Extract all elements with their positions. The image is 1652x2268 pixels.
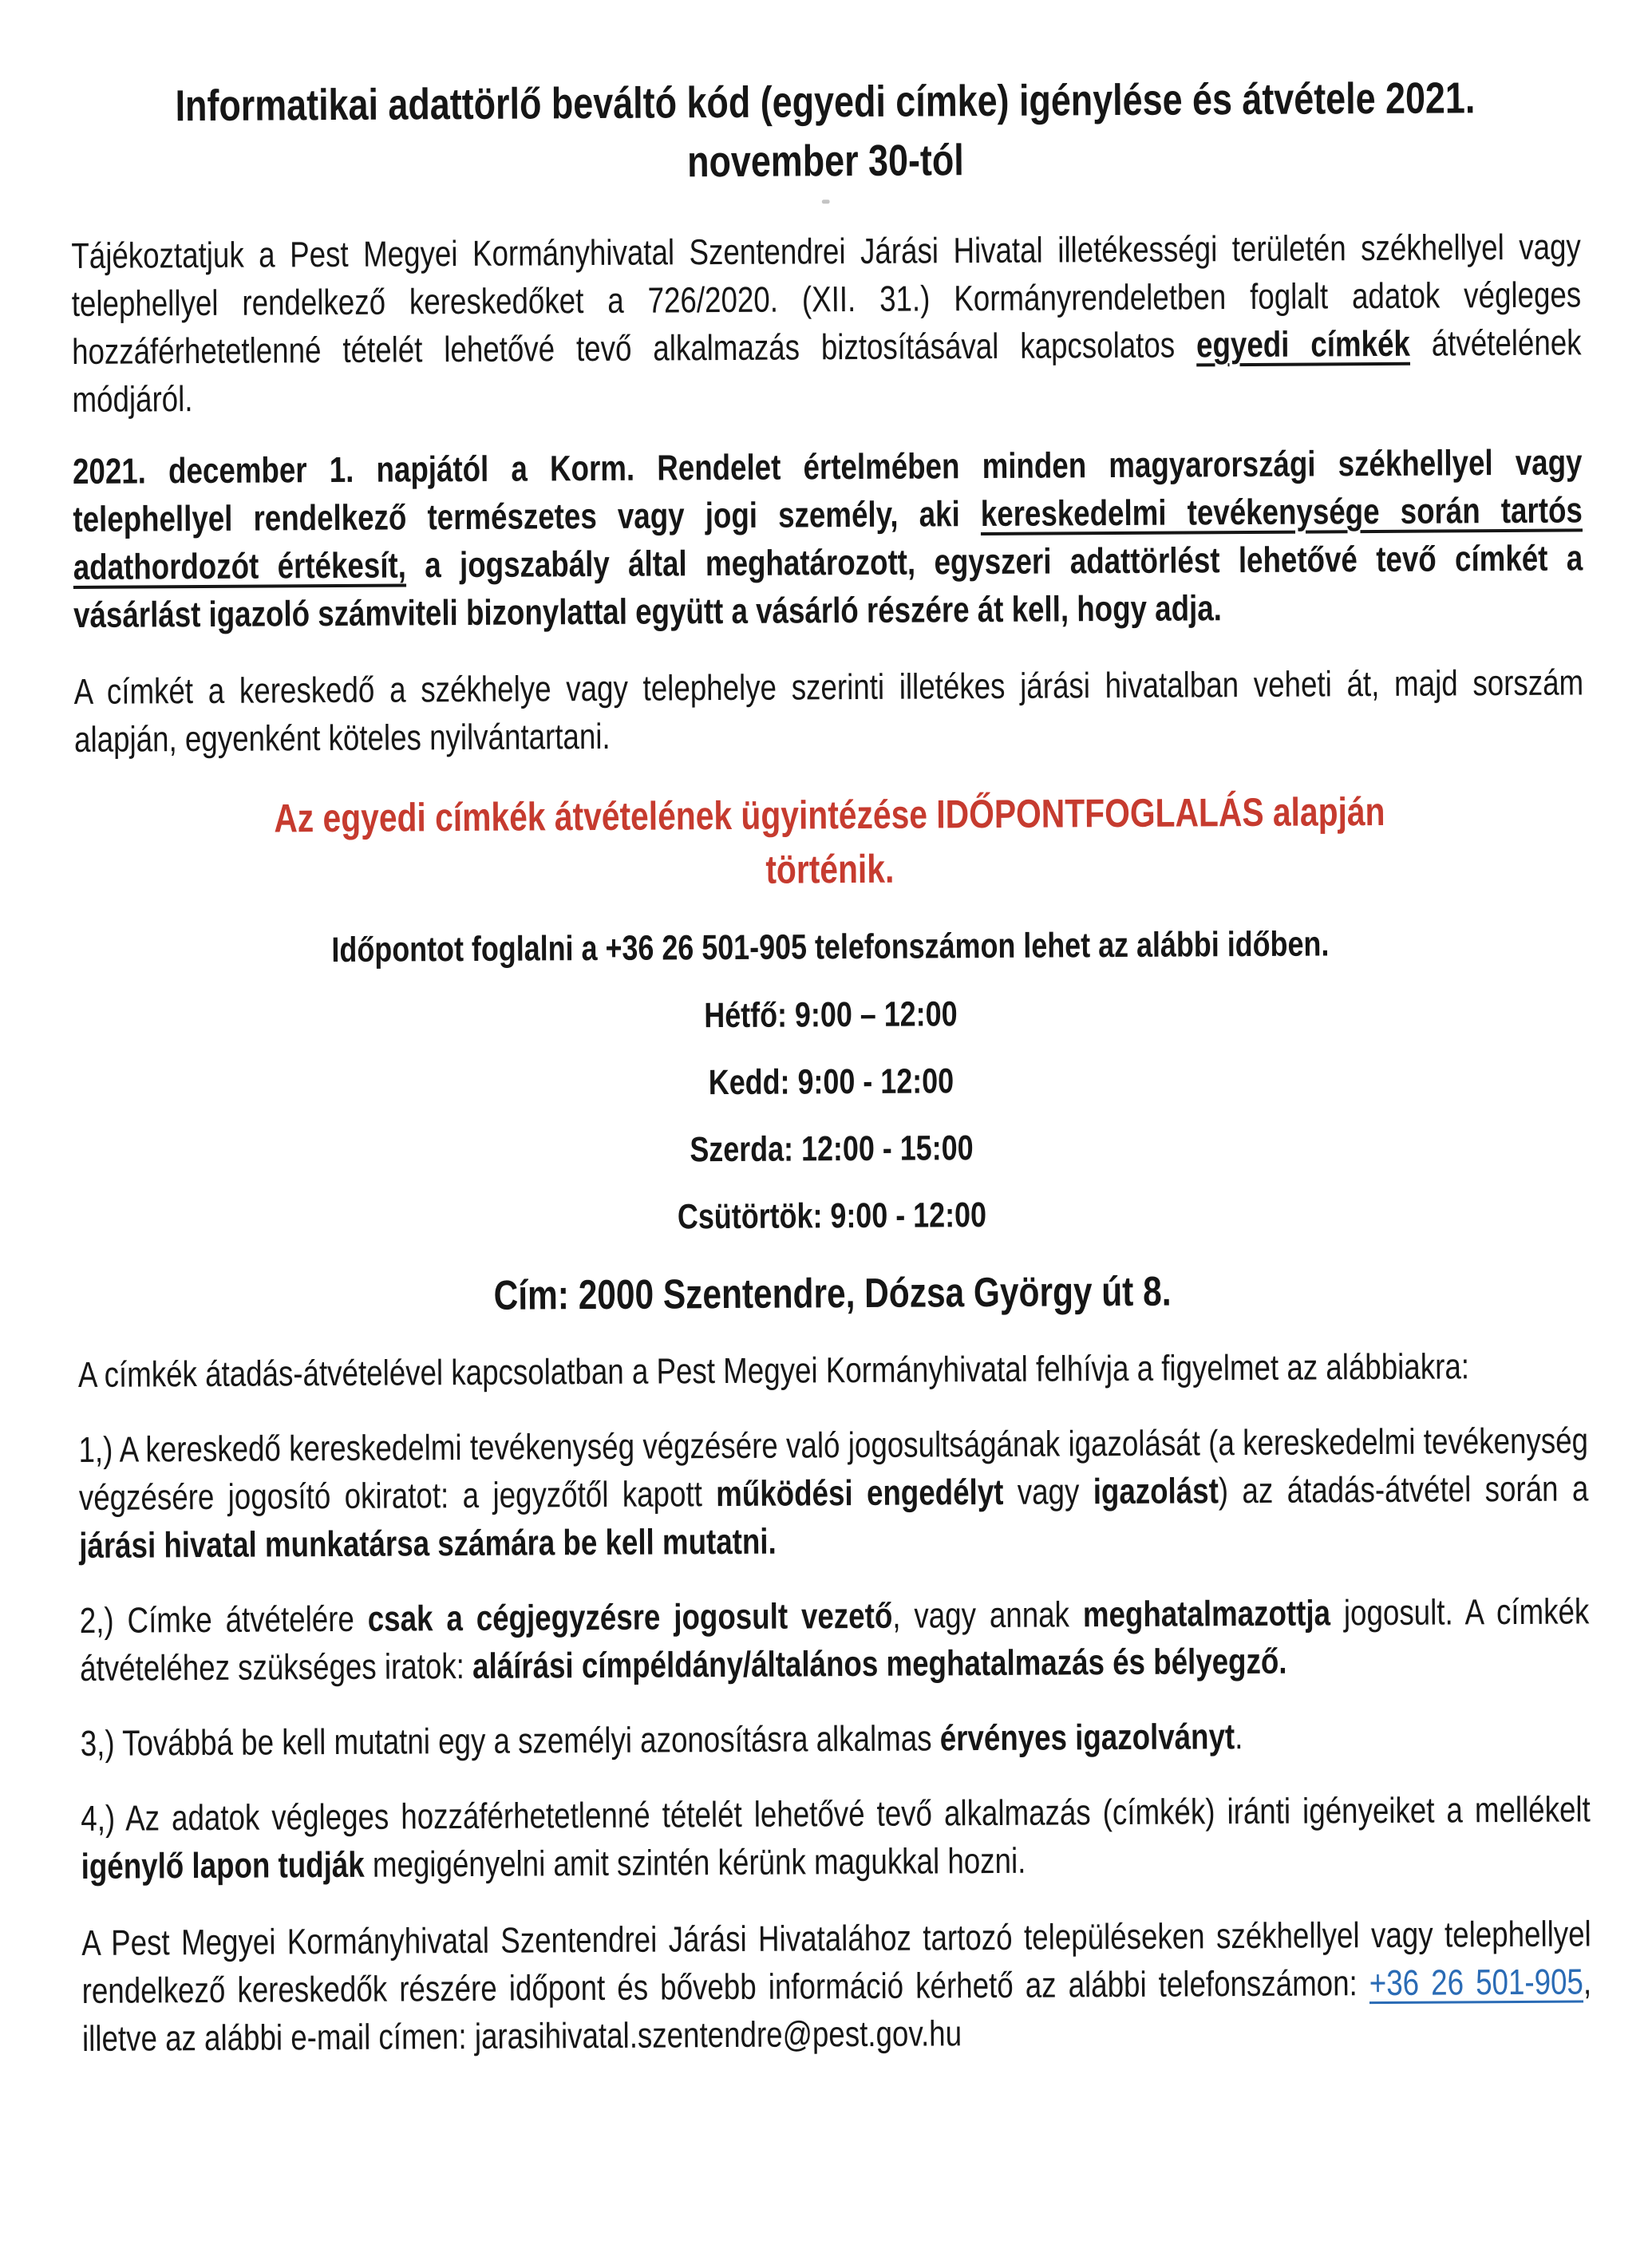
phone-link[interactable]: +36 26 501-905 [1369,1961,1584,2004]
regulation-paragraph [73,438,1583,639]
schedule-wednesday: Szerda: 12:00 - 15:00 [690,1128,974,1170]
text-segment: 2,) Címke átvételére [79,1598,368,1641]
attention-paragraph [78,1341,1588,1399]
text-segment: igazolást [1093,1470,1219,1512]
text-segment: vagy [1003,1471,1093,1512]
scan-artifact [822,200,830,203]
text-segment: aláírási címpéldány/általános meghatalmazás és bélyegző. [472,1640,1287,1686]
text-segment: A címkék átadás-átvételével kapcsolatban a Pest Megyei Kormányhivatal felhívja a figyelmet az alábbiakra: [77,1345,1470,1395]
pickup-paragraph [74,658,1584,764]
text-segment: járási hivatal munkatársa számára be kell mutatni. [79,1520,777,1566]
text-segment: működési engedélyt [716,1471,1004,1515]
list-item-4 [81,1785,1591,1891]
text-segment: érvényes igazolványt [939,1716,1235,1759]
schedule-thursday: Csütörtök: 9:00 - 12:00 [677,1195,987,1237]
appointment-heading-line-1: Az egyedi címkék átvételének ügyintézése IDŐPONTFOGLALÁS alapján [274,788,1385,841]
text-segment: A címkét a kereskedő a székhelye vagy telephelye szerinti illetékes járási hivatalban veheti át, majd sorszám alapján, egyenként köteles nyilvántartani. [73,662,1584,760]
text-segment: kereskedelmi tevékenysége során tartós adathordozót értékesít, [73,489,1583,587]
address-heading: Cím: 2000 Szentendre, Dózsa György út 8. [493,1268,1172,1319]
text-segment: 4,) Az adatok végleges hozzáférhetetlenné tételét lehetővé tevő alkalmazás (címkék) iránti igényeiket a mellékelt [81,1788,1591,1839]
intro-paragraph [71,223,1582,424]
text-segment: A Pest Megyei Kormányhivatal Szentendrei Járási Hivatalához tartozó településeken székhellyel vagy telephellyel rendelkező kereskedők részére időpont és bővebb információ kérhető az alábbi telefonszámon: [81,1913,1591,2011]
text-segment: ) az átadás-átvétel során a [1218,1468,1589,1511]
text-segment: 2021. december 1. napjától a Korm. Rendelet értelmében minden magyarországi székhellyel vagy telephellyel rendelkező természetes vagy jogi személy, aki [72,441,1583,539]
text-segment: átvételének módjáról. [72,322,1582,420]
text-segment: Tájékoztatjuk a Pest Megyei Kormányhivatal Szentendrei Járási Hivatal illetékességi területén székhellyel vagy telephellyel rendelkező kereskedőket a 726/2020. (XII. 31.) Kormányrendeletben foglalt adatok végleges hozzáférhetetlenné tételét lehetővé tevő alkalmazás biztosításával kapcsolatos [71,226,1582,372]
text-segment: , illetve az alábbi e-mail címen: jarasihivatal.szentendre@pest.gov.hu [81,1961,1592,2059]
appointment-heading-line-2: történik. [765,846,895,892]
document-title [70,67,1580,195]
document-title-line-1: Informatikai adattörlő beváltó kód (egyedi címke) igénylése és átvétele 2021. [175,73,1476,131]
text-segment: 1,) A kereskedő kereskedelmi tevékenység végzésére való jogosultságának igazolását (a kereskedelmi tevékenység végzésére jogosító okiratot: a jegyzőtől kapott [78,1420,1589,1518]
list-item-3 [81,1710,1591,1768]
text-segment: , vagy annak [892,1594,1084,1636]
text-segment: meghatalmazottja [1082,1592,1331,1635]
text-segment: egyedi címkék [1196,322,1411,365]
list-item-1 [78,1417,1589,1570]
list-item-2 [80,1587,1590,1693]
text-segment: a jogszabály által meghatározott, egyszeri adattörlést lehetővé tevő címkét a vásárlást igazoló számviteli bizonylattal együtt a vásárló részére át kell, hogy adja. [73,537,1583,635]
schedule-tuesday: Kedd: 9:00 - 12:00 [708,1061,954,1103]
closing-paragraph [81,1910,1592,2063]
schedule-monday: Hétfő: 9:00 – 12:00 [704,994,958,1036]
document-title-line-2: november 30-tól [686,135,964,187]
text-segment: igénylő lapon tudják [81,1843,365,1887]
appointment-heading [74,783,1584,901]
text-segment: megigényelni amit szintén kérünk magukkal hozni. [364,1839,1026,1885]
text-segment: jogosult. A címkék átvételéhez szükséges iratok: [80,1590,1590,1689]
booking-phone-line: Időpontot foglalni a +36 26 501-905 telefonszámon lehet az alábbi időben. [331,924,1330,970]
text-segment: . [1234,1716,1243,1757]
text-segment: 3,) Továbbá be kell mutatni egy a személyi azonosításra alkalmas [80,1717,940,1764]
document-content [70,67,1592,2063]
text-segment: csak a cégjegyzésre jogosult vezető [367,1594,893,1639]
